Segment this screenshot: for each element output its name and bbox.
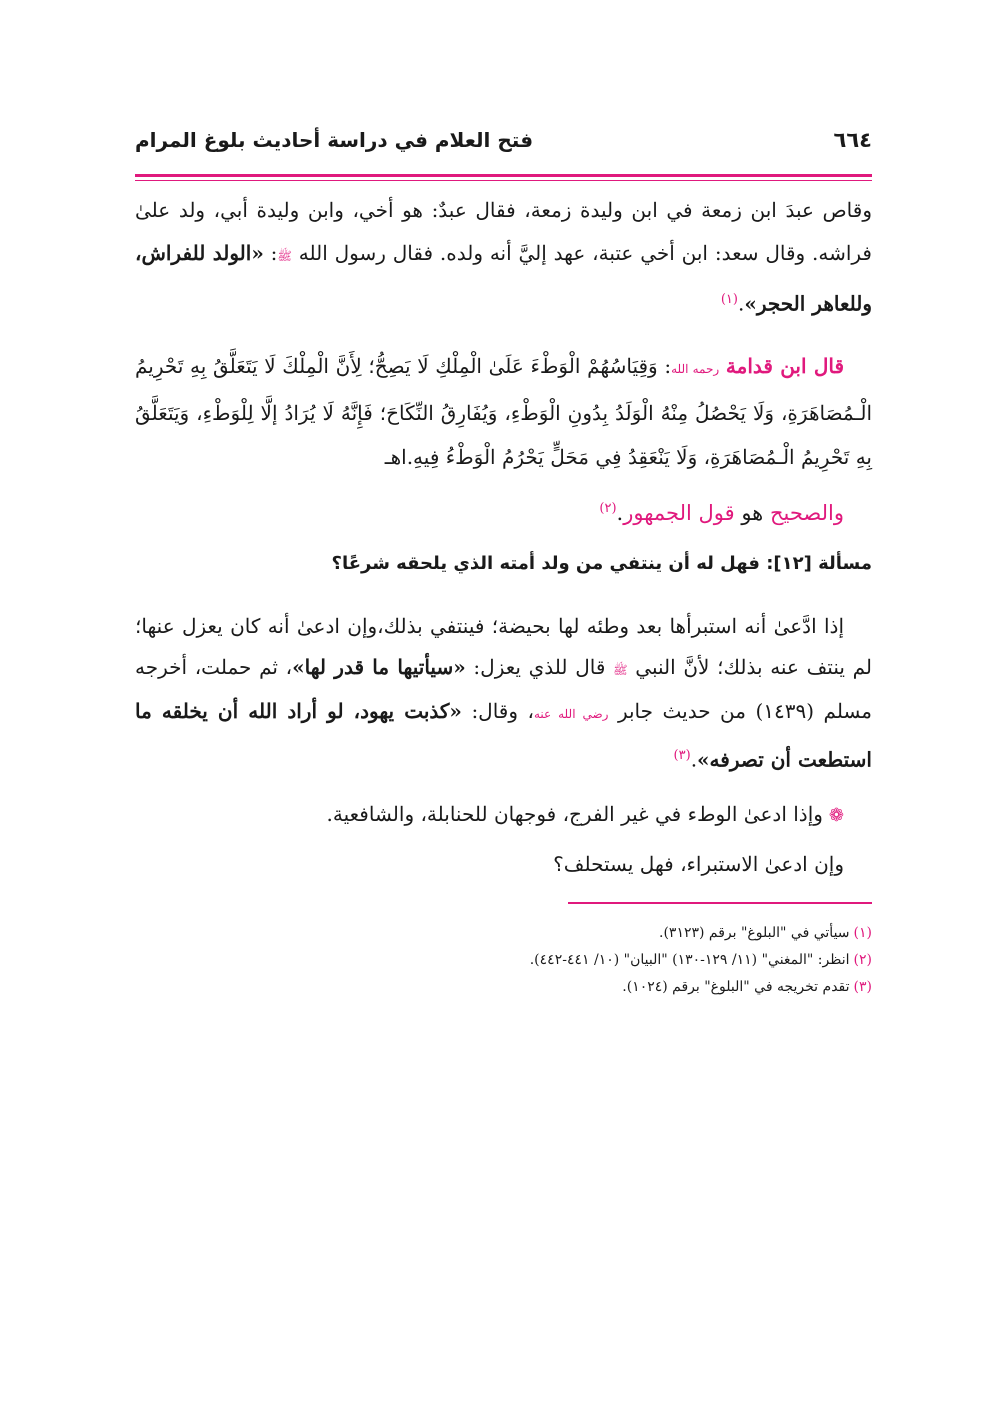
footnote-number: (١) — [853, 925, 872, 942]
book-title: فتح العلام في دراسة أحاديث بلوغ المرام — [135, 128, 534, 152]
footnote-ref-1: (١) — [720, 292, 738, 307]
paragraph-bullet — [135, 802, 872, 826]
ibn-qudama-quote: : وَقِيَاسُهُمْ الْوَطْءَ عَلَىٰ الْمِلْكِ لَا يَصِحُّ؛ لِأَنَّ الْمِلْكَ لَا يَتَعَلَّقُ بِهِ تَحْرِيمُ الْـمُصَاهَرَةِ، وَلَا يَحْصُلُ مِنْهُ الْوَلَدُ بِدُونِ الْوَطْءِ، وَيُفَارِقُ النِّكَاحَ؛ فَإِنَّهُ لَا يُرَادُ إلَّا لِلْوَطْءِ، وَيَتَعَلَّقُ بِهِ تَحْرِيمُ الْـمُصَاهَرَةِ، وَلَا يَنْعَقِدُ فِي مَحَلٍّ يَحْرُمُ الْوَطْءُ فِيهِ.اهـ — [135, 353, 872, 469]
hadith-quote-3: «كذبت يهود، لو أراد الله أن يخلقه ما استطعت أن تصرفه» — [135, 698, 872, 772]
running-header — [135, 128, 872, 168]
question-text: وإن ادعىٰ الاستبراء، فهل يستحلف؟ — [553, 852, 844, 877]
footnote-text: انظر: "المغني" (١١/ ١٢٩-١٣٠) "البيان" (١٠/ ٤٤١-٤٤٢). — [529, 952, 850, 969]
answer-text-1: إذا ادَّعىٰ أنه استبرأها بعد وطئه لها بحيضة؛ فينتفي بذلك،وإن ادعىٰ أنه كان يعزل عنها؛ لم ينتف عنه بذلك؛ لأنَّ النبي — [135, 613, 873, 679]
salawat-honorific: ﷺ — [277, 249, 292, 263]
speaker-name: قال ابن قدامة — [725, 353, 845, 378]
hadith-text: وقاص عبدَ ابن زمعة في ابن وليدة زمعة، فقال عبدٌ: هو أخي، وابن وليدة أبي، ولد علىٰ فراشه. وقال سعد: ابن أخي عتبة، عهد إليَّ أنه ولده. فقال رسول الله — [135, 198, 872, 265]
paragraph-hadith-continuation: وقاص عبدَ ابن زمعة في ابن وليدة زمعة، فقال عبدٌ: هو أخي، وابن وليدة أبي، ولد علىٰ فراشه. وقال سعد: ابن أخي عتبة، عهد إليَّ أنه ولده. فقال رسول الله ﷺ: «الولد للفراش، وللعاهر الحجر».$^{(١)}$ — [135, 198, 872, 316]
conclusion-word-2: هو — [741, 500, 764, 525]
paragraph-question — [135, 852, 872, 876]
footnotes — [135, 920, 872, 1001]
footnote-ref-2: (٢) — [599, 500, 617, 516]
paragraph-ibn-qudama — [135, 344, 872, 479]
issue-heading — [135, 553, 872, 574]
answer-text-3: ، ثم حملت، أخرجه مسلم (١٤٣٩) من حديث جابر — [135, 654, 873, 723]
footnote-text: سيأتي في "البلوغ" برقم (٣١٢٣). — [659, 925, 850, 942]
hadith-quote: «الولد للفراش، وللعاهر الحجر» — [135, 241, 872, 316]
page-number: ٦٦٤ — [833, 128, 872, 152]
salawat-honorific-2: ﷺ — [613, 662, 628, 677]
header-rule-thick — [135, 174, 872, 177]
footnote-separator — [568, 902, 872, 904]
footnote-text: تقدم تخريجه في "البلوغ" برقم (١٠٢٤). — [622, 979, 850, 996]
answer-text-4: ، وقال: — [471, 698, 534, 723]
issue-label: مسألة [١٢]: — [766, 552, 872, 574]
flower-ornament-icon: ❁ — [828, 805, 844, 827]
footnote-1 — [135, 920, 872, 947]
bullet-text: وإذا ادعىٰ الوطء في غير الفرج، فوجهان للحنابلة، والشافعية. — [326, 802, 823, 827]
footnote-ref-3: (٣) — [673, 747, 691, 763]
footnote-3 — [135, 974, 872, 1001]
paragraph-conclusion: والصحيح هو قول الجمهور.$^{(٢)}$ — [599, 500, 844, 525]
hadith-quote-2: «سيأتيها ما قدر لها» — [292, 654, 466, 679]
rahimahullah-honorific: رحمه الله — [671, 361, 720, 376]
footnote-2 — [135, 947, 872, 974]
conclusion-word-3: قول الجمهور — [623, 500, 735, 525]
header-rule-thin — [135, 180, 872, 181]
conclusion-word-1: والصحيح — [769, 500, 844, 525]
answer-text-2: قال للذي يعزل: — [473, 654, 606, 679]
footnote-number: (٣) — [853, 979, 872, 996]
issue-question: فهل له أن ينتفي من ولد أمته الذي يلحقه شرعًا؟ — [331, 552, 760, 574]
paragraph-answer: إذا ادَّعىٰ أنه استبرأها بعد وطئه لها بحيضة؛ فينتفي بذلك،وإن ادعىٰ أنه كان يعزل عنها؛ لم ينتف عنه بذلك؛ لأنَّ النبي ﷺ قال للذي يعزل: «سيأتيها ما قدر لها»، ثم حملت، أخرجه مسلم (١٤٣٩) من حديث جابر رضي الله عنه، وقال: «كذبت يهود، لو أراد الله أن يخلقه ما استطعت أن تصرفه».$^{(٣)}$ — [135, 613, 873, 772]
book-page — [135, 128, 872, 1001]
footnote-number: (٢) — [853, 952, 872, 969]
radiyallah-honorific: رضي الله عنه — [533, 706, 609, 721]
